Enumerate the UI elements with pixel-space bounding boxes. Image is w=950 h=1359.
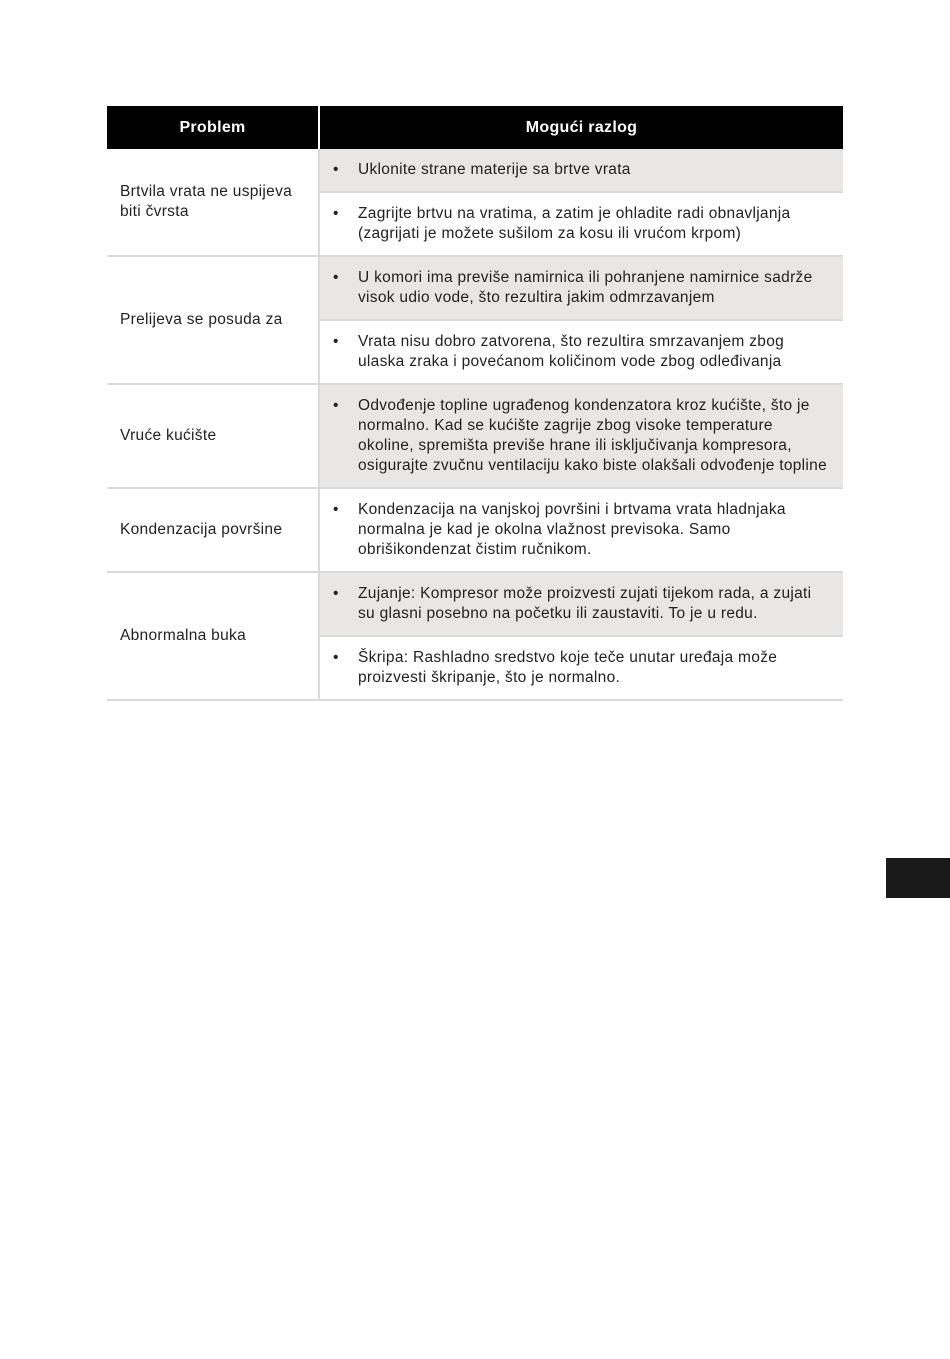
bullet-icon: • — [333, 161, 339, 178]
bullet-icon: • — [333, 205, 339, 222]
reason-text: Zagrijte brtvu na vratima, a zatim je ohladite radi obnavljanja (zagrijati je možete sušilom za kosu ili vrućom krpom) — [358, 205, 791, 242]
reason-cell — [319, 384, 843, 488]
bullet-icon: • — [333, 397, 339, 414]
reason-text: Vrata nisu dobro zatvorena, što rezultira smrzavanjem zbog ulaska zraka i povećanom količinom vode zbog odleđivanja — [358, 333, 785, 370]
troubleshooting-table — [107, 106, 843, 701]
problem-cell: Abnormalna buka — [107, 572, 319, 700]
reason-cell — [319, 572, 843, 636]
reason-cell — [319, 149, 843, 192]
reason-text: U komori ima previše namirnica ili pohranjene namirnice sadrže visok udio vode, što rezultira jakim odmrzavanjem — [358, 269, 813, 306]
table-row — [107, 149, 843, 192]
reason-cell — [319, 488, 843, 572]
column-header-problem: Problem — [107, 106, 319, 149]
reason-text: Zujanje: Kompresor može proizvesti zujati tijekom rada, a zujati su glasni posebno na početku ili zaustaviti. To je u redu. — [358, 585, 812, 622]
bullet-icon: • — [333, 501, 339, 518]
table-row — [107, 572, 843, 636]
problem-cell: Brtvila vrata ne uspijeva biti čvrsta — [107, 149, 319, 256]
table-header-row — [107, 106, 843, 149]
reason-text: Kondenzacija na vanjskoj površini i brtvama vrata hladnjaka normalna je kad je okolna vlažnost previsoka. Samo obrišikondenzat čistim ručnikom. — [358, 501, 786, 558]
bullet-icon: • — [333, 269, 339, 286]
column-header-reason: Mogući razlog — [319, 106, 843, 149]
bullet-icon: • — [333, 649, 339, 666]
problem-cell: Prelijeva se posuda za — [107, 256, 319, 384]
bullet-icon: • — [333, 333, 339, 350]
reason-text: Škripa: Rashladno sredstvo koje teče unutar uređaja može proizvesti škripanje, što je normalno. — [358, 649, 778, 686]
reason-cell — [319, 256, 843, 320]
reason-text: Odvođenje topline ugrađenog kondenzatora kroz kućište, što je normalno. Kad se kućište zagrije zbog visoke temperature okoline, spremišta previše hrane ili isključivanja kompresora, osigurajte zvučnu ventilaciju kako biste olakšali odvođenje topline — [358, 397, 828, 474]
problem-cell: Vruće kućište — [107, 384, 319, 488]
page-edge-tab — [886, 858, 950, 898]
bullet-icon: • — [333, 585, 339, 602]
table-row — [107, 256, 843, 320]
table-row — [107, 384, 843, 488]
reason-cell — [319, 320, 843, 384]
table-row — [107, 488, 843, 572]
reason-text: Uklonite strane materije sa brtve vrata — [358, 161, 631, 178]
reason-cell — [319, 192, 843, 256]
problem-cell: Kondenzacija površine — [107, 488, 319, 572]
reason-cell — [319, 636, 843, 700]
